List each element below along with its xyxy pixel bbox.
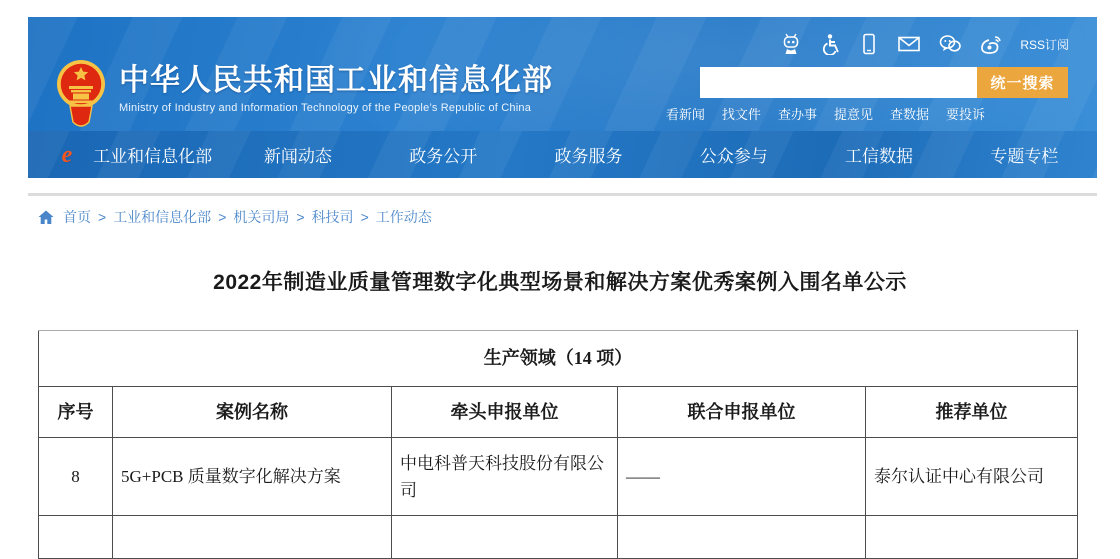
header-divider [28, 193, 1097, 196]
cases-table [38, 330, 1078, 559]
nav-item-gov-disclosure[interactable]: 政务公开 [409, 147, 478, 166]
cases-table-wrap [38, 330, 1077, 559]
table-header-row [39, 387, 1078, 438]
table-row-partial [39, 516, 1078, 559]
search-input[interactable] [700, 67, 977, 98]
unified-search-button[interactable]: 统一搜索 [977, 67, 1068, 98]
nav-item-gov-services[interactable]: 政务服务 [554, 147, 623, 166]
site-subtitle: Ministry of Industry and Information Technology of the People’s Republic of China [119, 102, 532, 114]
wechat-icon[interactable] [938, 33, 962, 55]
cell-recommend-unit: 泰尔认证中心有限公司 [866, 438, 1078, 516]
nav-item-public-participation[interactable]: 公众参与 [699, 147, 768, 166]
quick-link-news[interactable]: 看新闻 [665, 107, 705, 122]
brand-text [119, 51, 553, 114]
nav-items [80, 142, 1097, 167]
breadcrumb-separator: > [218, 209, 227, 225]
column-header-no: 序号 [39, 387, 113, 438]
national-emblem-icon [56, 54, 106, 128]
breadcrumb-separator: > [296, 209, 305, 225]
cell-joint-unit: —— [618, 438, 866, 516]
mail-icon[interactable] [897, 33, 921, 55]
nav-item-miit-data[interactable]: 工信数据 [845, 147, 914, 166]
quick-link-data[interactable]: 查数据 [889, 107, 929, 122]
nav-item-miit[interactable]: 工业和信息化部 [93, 147, 213, 166]
search-bar [700, 67, 1068, 98]
column-header-recommend-unit: 推荐单位 [866, 387, 1078, 438]
cell-no: 8 [39, 438, 113, 516]
quick-links [666, 104, 985, 123]
cell-lead-unit: 中电科普天科技股份有限公司 [392, 438, 618, 516]
column-header-joint-unit: 联合申报单位 [618, 387, 866, 438]
quick-link-complaints[interactable]: 要投诉 [945, 107, 985, 122]
breadcrumb-item-miit[interactable]: 工业和信息化部 [113, 209, 212, 225]
rss-subscribe-link[interactable]: RSS订阅 [1020, 37, 1069, 52]
quick-link-services[interactable]: 查办事 [777, 107, 817, 122]
site-header [28, 17, 1097, 178]
mobile-icon[interactable] [858, 33, 880, 55]
miit-e-logo-icon[interactable]: e [61, 141, 73, 168]
column-header-lead-unit: 牵头申报单位 [392, 387, 618, 438]
page-title: 2022年制造业质量管理数字化典型场景和解决方案优秀案例入围名单公示 [213, 271, 907, 294]
mascot-robot-icon[interactable] [780, 33, 802, 55]
masthead [28, 17, 1097, 131]
accessibility-icon[interactable] [819, 33, 841, 55]
breadcrumb-separator: > [360, 209, 369, 225]
quick-link-documents[interactable]: 找文件 [721, 107, 761, 122]
breadcrumb-item-work-updates[interactable]: 工作动态 [375, 209, 432, 225]
cell-case-name: 5G+PCB 质量数字化解决方案 [113, 438, 392, 516]
column-header-case-name: 案例名称 [113, 387, 392, 438]
main-nav [28, 131, 1097, 178]
site-title: 中华人民共和国工业和信息化部 [119, 64, 553, 97]
table-row [39, 438, 1078, 516]
table-section-row [39, 331, 1078, 387]
brand-home-link[interactable] [56, 51, 553, 128]
breadcrumb-item-home[interactable]: 首页 [63, 209, 91, 225]
home-icon[interactable] [38, 210, 54, 225]
nav-item-news[interactable]: 新闻动态 [263, 147, 332, 166]
nav-item-special-topics[interactable]: 专题专栏 [990, 147, 1059, 166]
breadcrumb-item-science-tech-dept[interactable]: 科技司 [311, 209, 354, 225]
table-section-header: 生产领域（14 项） [39, 331, 1078, 387]
breadcrumb-item-departments[interactable]: 机关司局 [233, 209, 290, 225]
quick-link-suggestions[interactable]: 提意见 [833, 107, 873, 122]
weibo-icon[interactable] [979, 33, 1003, 55]
breadcrumb [38, 207, 432, 227]
breadcrumb-separator: > [98, 209, 107, 225]
header-icon-row [780, 32, 1069, 56]
